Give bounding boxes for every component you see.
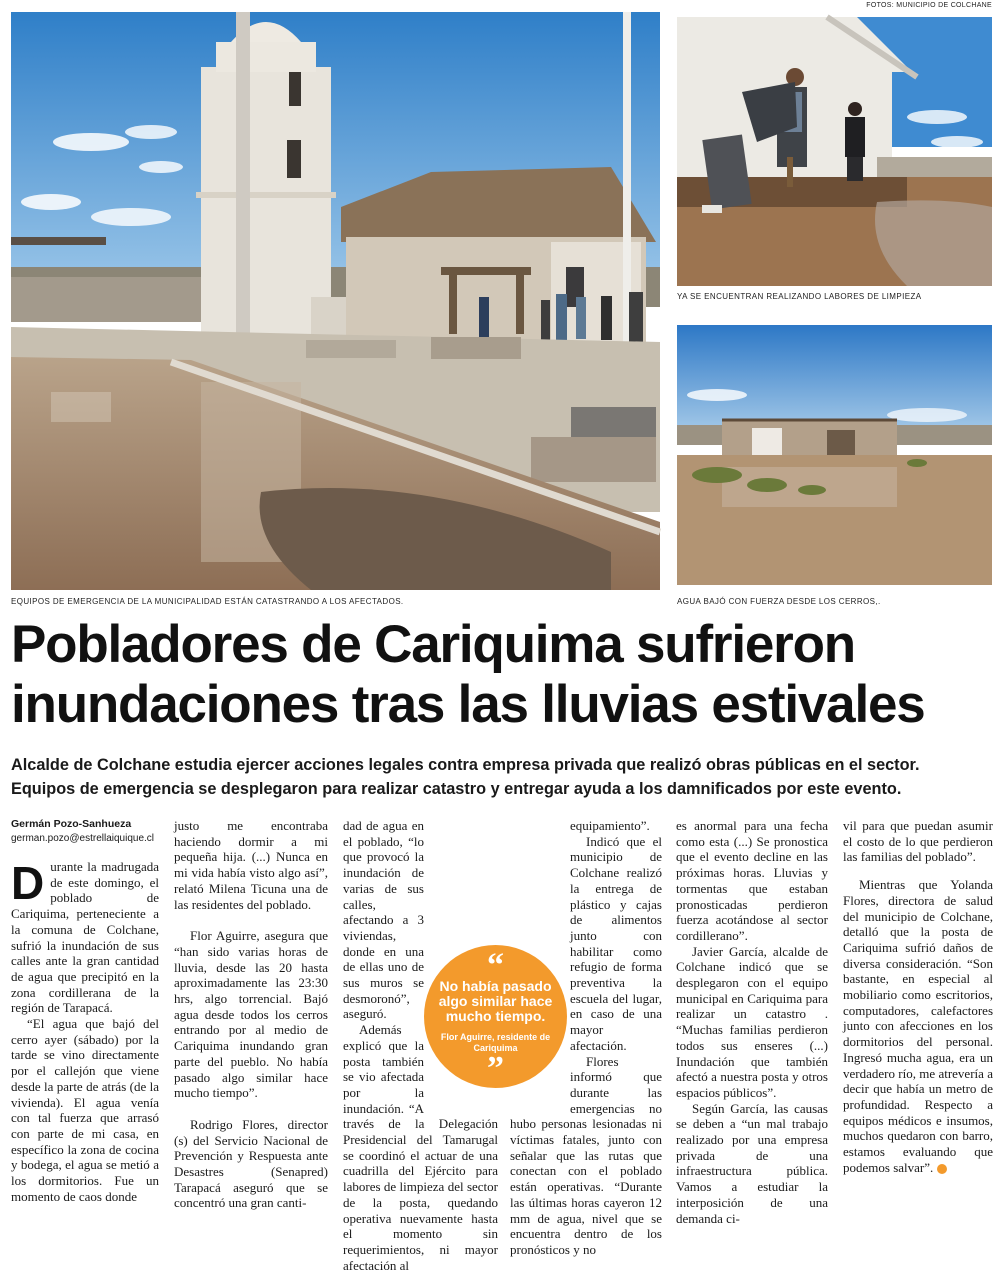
main-photo-flooded-church bbox=[11, 12, 660, 590]
cleanup-photo bbox=[677, 17, 992, 286]
deck bbox=[11, 753, 991, 801]
paragraph: Flores informó que durante las emergencias no hubo personas lesionadas ni víctimas fatales, junto con señalar que las rutas que conectan con el poblado están operativas. “Durante las últimas horas cayeron 12 mm de agua, nivel que se encuentra dentro de los pronósticos y no bbox=[510, 1053, 662, 1257]
paragraph: “El agua que bajó del cerro ayer (sábado) por la tarde se vino directamente por el callejón que viene desde la parte de atrás (de la vivienda). El agua venía con tal fuerza que arrasó con parte de mi casa, en específico la zona de cocina y bodega, el agua se metió a los dormitorios. Fue un momento de caos donde bbox=[11, 1016, 159, 1204]
paragraph: es anormal para una fecha como esta (...) Se pronostica que el evento decline en las próximas horas. Lluvias y tormentas que estaban pronosticadas perdieron fuerza acotándose al sector cordillerano”. bbox=[676, 818, 828, 943]
pull-quote-attribution: Flor Aguirre, residente de Cariquima bbox=[440, 1032, 551, 1053]
paragraph: Indicó que el municipio de Colchane realizó la entrega de plástico y cajas de alimentos junto con habilitar como refugio de forma preventiva la escuela del lugar, en caso de una mayor afectación. bbox=[570, 833, 662, 1053]
paragraph: urante la madrugada de este domingo, el poblado de Cariquima, perteneciente a la comuna de Colchane, sufrió la inundación de sus calles ante la gran cantidad de agua que precipitó en la zona cordillerana de la región de Tarapacá. bbox=[11, 859, 159, 1016]
headline: Pobladores de Cariquima sufrieron inundaciones tras las lluvias estivales bbox=[11, 615, 925, 734]
article-column-5 bbox=[676, 818, 828, 1226]
paragraph: Según García, las causas se deben a “un mal trabajo realizado por una empresa privada de una infraestructura pública. Vamos a estudiar la interposición de una demanda ci- bbox=[676, 1100, 828, 1226]
paragraph: Javier García, alcalde de Colchane indicó que se desplegaron con el equipo municipal en Cariquima para realizar un catastro . “Muchas familias perdieron todos sus enseres (...) Inundación que también afectó a nuestra posta y otros espacios públicos”. bbox=[676, 943, 828, 1100]
quote-close-icon: ” bbox=[487, 1050, 504, 1087]
byline-email: german.pozo@estrellaiquique.cl bbox=[11, 833, 155, 844]
deck-line-2: Equipos de emergencia se desplegaron para realizar catastro y entregar ayuda a los damnificados por este evento. bbox=[11, 780, 902, 798]
article-column-2 bbox=[174, 818, 328, 1211]
article-column-1 bbox=[11, 818, 159, 1208]
flooded-house-photo bbox=[677, 325, 992, 585]
article-column-6 bbox=[843, 818, 993, 1208]
paragraph: equipamiento”. bbox=[570, 818, 650, 833]
paragraph: Flor Aguirre, asegura que “han sido varias horas de lluvia, desde las 20 hasta aproximadamente las 23:30 hrs, algo torrencial. Bajó agua desde todos los cerros entrando por al medio de Cariquima inundando gran parte del pueblo. No había pasado algo similar hace mucho tiempo”. bbox=[174, 928, 328, 1101]
drop-cap: D bbox=[11, 857, 45, 909]
paragraph: vil para que puedan asumir el costo de lo que perdieron las familias del poblado”. bbox=[843, 818, 993, 865]
cleanup-photo-caption: YA SE ENCUENTRAN REALIZANDO LABORES DE LIMPIEZA bbox=[677, 292, 922, 301]
deck-line-1: Alcalde de Colchane estudia ejercer acciones legales contra empresa privada que realizó obras públicas en el sector. bbox=[11, 756, 920, 774]
flooded-house-caption: AGUA BAJÓ CON FUERZA DESDE LOS CERROS,. bbox=[677, 597, 881, 606]
photo-credit: FOTOS: MUNICIPIO DE COLCHANE bbox=[866, 2, 992, 9]
paragraph: dad de agua en el poblado, “lo que provocó la inundación de varias de sus calles, afectando a 3 viviendas, donde en una de ellas uno de sus muros se desmoronó”, aseguró. bbox=[343, 818, 424, 1022]
paragraph: Además explicó que la posta también se vio afectada por la inundación. “A través de la Delegación Presidencial del Tamarugal se coordinó el actuar de una cuadrilla del Ejército para labores de limpieza del sector de la posta, quedando operativa nuevamente hasta el momento sin requerimientos, ni mayor afectación al bbox=[343, 1022, 498, 1273]
byline-name: Germán Pozo-Sanhueza bbox=[11, 818, 132, 830]
pull-quote-text: No había pasado algo similar hace mucho tiempo. bbox=[438, 978, 553, 1024]
main-photo-caption: EQUIPOS DE EMERGENCIA DE LA MUNICIPALIDAD ESTÁN CATASTRANDO A LOS AFECTADOS. bbox=[11, 597, 404, 606]
quote-open-icon: “ bbox=[487, 947, 504, 984]
pull-quote bbox=[424, 945, 567, 1088]
paragraph: justo me encontraba haciendo dormir a mi pequeña hija. (...) Nunca en mi vida había visto algo así”, relató Milena Ticuna una de las residentes del poblado. bbox=[174, 818, 328, 912]
paragraph: Rodrigo Flores, director (s) del Servicio Nacional de Prevención y Respuesta ante Desastres (Senapred) Tarapacá aseguró que se concentró una gran canti- bbox=[174, 1116, 328, 1211]
end-mark-icon bbox=[937, 1164, 947, 1174]
paragraph: Mientras que Yolanda Flores, directora de salud del municipio de Colchane, detalló que la posta de Cariquima sufrió daños de diversa consideración. “Son bastante, en especial al mobiliario como escritorios, computadores, calefactores junto con afecciones en los dormitorios del personal. Ingresó mucha agua, era un verdadero río, me atrevería a decir que había un metro de profundidad. Respecto a equipos médicos e insumos, muchos quedaron con barro, estamos evaluando que podemos salvar”. bbox=[843, 877, 993, 1175]
